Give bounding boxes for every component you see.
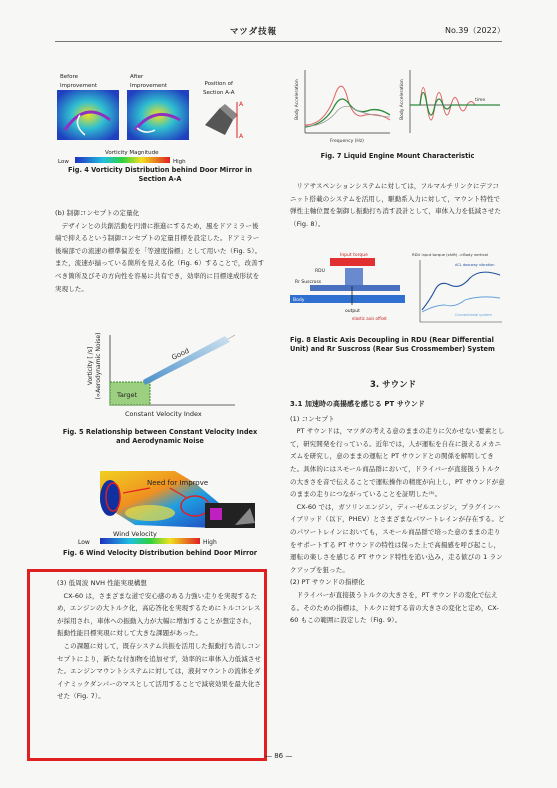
fig8-body-label: Body bbox=[293, 298, 305, 303]
fig6-need-label: Need for Improve bbox=[147, 479, 209, 487]
fig6-low-label: Low bbox=[78, 539, 90, 546]
section3-metric-heading: (2) PT サウンドの指標化 bbox=[290, 578, 365, 587]
fig8-legend-2: Conventional system bbox=[455, 313, 492, 317]
section31-heading: 3.1 加速時の高揚感を感じる PT サウンド bbox=[290, 400, 425, 408]
left-text-block-1 bbox=[55, 207, 265, 295]
fig7-time-label: time bbox=[475, 98, 486, 103]
fig7-y-label-1: Body Acceleration bbox=[295, 79, 300, 120]
fig5-target-label: Target bbox=[117, 391, 138, 399]
section3-paragraph-1: PT サウンドは，マツダの考える意のままの走りに欠かせない要素として，研究開発を行っている。近年では，人が運転を自在に扱えるメカニズムを研究し，意のままの運転と PT サウンドとの関係を解明してきた。具体的にはスモール商品群において，ドライバーが直接扱うトルクの大きさを音で伝えることで運転操作の精度が向上し，PT サウンドが意のままの走りにつながっていることを証明した⁽³⁾。 bbox=[290, 427, 505, 499]
fig6-figure bbox=[75, 463, 265, 548]
fig8-figure bbox=[290, 250, 505, 332]
fig7-y-label-2: Body Acceleration bbox=[400, 79, 405, 120]
fig4-before-label: Before Improvement bbox=[60, 74, 97, 89]
fig5-x-axis-label: Constant Velocity Index bbox=[125, 410, 202, 418]
fig6-velocity-plot bbox=[75, 463, 265, 548]
section3-title: 3. サウンド bbox=[370, 380, 417, 390]
section3-paragraph-3: ドライバーが直接扱うトルクの大きさを，PT サウンドの変化で伝える。そのための指標は，トルクに対する音の大きさの変化と定め，CX-60 もこの範囲に設定した（Fig. 9）。 bbox=[290, 590, 499, 625]
fig8-elastic-label: elastic axis offset bbox=[352, 316, 387, 321]
journal-title: マツダ技報 bbox=[230, 27, 278, 37]
rear-suspension-paragraph: リアサスペンションシステムに対しては，フルマルチリンクにデフコニット搭載のシステムを活用し，駆動系入力に対して，マウント特性で弾性主軸位置を制御し振動打ち消す設計として，車体入力を低減させた（Fig. 8）。 bbox=[290, 182, 502, 228]
nvh-heading: (3) 低周波 NVH 性能実現構想 bbox=[57, 579, 147, 587]
fig7-x-label: Frequency (Hz) bbox=[330, 139, 364, 144]
fig8-caption: Fig. 8 Elastic Axis Decoupling in RDU (Rear Differential Unit) and Rr Suscross (Rear Sus Crossmember) System bbox=[290, 336, 495, 353]
fig8-output-label: output bbox=[345, 309, 360, 314]
fig5-figure bbox=[85, 330, 255, 425]
header-rule bbox=[55, 41, 502, 42]
fig8-legend-1: ACL doorway vibration bbox=[455, 263, 495, 267]
fig8-input-label: Input torque bbox=[340, 253, 368, 258]
nvh-paragraph-2: この課題に対して，既存システム共振を活用した振動打ち消しコンセプトにより，新たな付加物を追加せず，効率的に車体入力低減させた。エンジンマウントシステムに対しては，液封マウントの流体をダイナミックダンパーのマスとして活用することで減衰効果を最大化させた（Fig. 7）。 bbox=[57, 641, 262, 701]
fig6-wind-label: Wind Velocity bbox=[113, 530, 157, 538]
fig7-caption: Fig. 7 Liquid Engine Mount Characteristic bbox=[320, 152, 475, 160]
page-number: — 86 — bbox=[265, 752, 293, 760]
fig4-high-label: High bbox=[173, 159, 186, 165]
fig8-diagram bbox=[290, 250, 505, 332]
fig7-charts bbox=[290, 65, 505, 145]
section3-body bbox=[290, 398, 505, 627]
section3-concept-heading: (1) コンセプト bbox=[290, 414, 335, 423]
fig8-chart-title: RDU input torque (shift) ->Body vertical bbox=[412, 252, 489, 257]
fig5-good-label: Good bbox=[170, 346, 191, 362]
control-concept-paragraph: デザインとの共創活動を円滑に推進にするため，風をドアミラー後端で抑えるという制御コンセプトの定量目標を設定した。ドアミラー後端部での流速の標準偏差を「等速度指標」として用いた（Fig. 5）。また，流速が揃っている箇所を見える化（Fig. 6）することで，改善すべき箇所及びその方向性を容易に共有でき，効率的に目標達成形状を実現した。 bbox=[55, 221, 265, 293]
fig5-chart bbox=[85, 330, 255, 425]
left-text-block-2 bbox=[57, 577, 262, 703]
journal-number: No.39（2022） bbox=[445, 26, 505, 35]
control-concept-heading: (b) 制御コンセプトの定量化 bbox=[55, 209, 140, 217]
fig4-position-label: Position of Section A-A bbox=[203, 81, 235, 96]
fig6-caption: Fig. 6 Wind Velocity Distribution behind Door Mirror bbox=[62, 549, 258, 557]
fig4-marker-a-top: A bbox=[239, 101, 244, 108]
fig5-y-axis-label: Vorticity [ /s] (∝Aerodynamic Noise) bbox=[87, 332, 102, 400]
fig4-low-label: Low bbox=[58, 159, 69, 165]
fig6-high-label: High bbox=[203, 539, 217, 546]
fig4-after-label: After Improvement bbox=[130, 74, 167, 89]
fig7-figure bbox=[290, 65, 505, 145]
fig8-rr-label: Rr Suscross bbox=[295, 280, 322, 285]
fig4-vorticity-label: Vorticity Magnitude bbox=[105, 150, 159, 156]
fig4-caption: Fig. 4 Vorticity Distribution behind Door Mirror in Section A-A bbox=[68, 166, 252, 183]
fig8-rdu-label: RDU bbox=[315, 269, 325, 274]
fig4-figure bbox=[55, 70, 265, 180]
fig5-caption: Fig. 5 Relationship between Constant Velocity Index and Aerodynamic Noise bbox=[62, 428, 258, 445]
section3-paragraph-2: CX-60 では，ガソリンエンジン，ディーゼルエンジン，プラグインハイブリッド（以下，PHEV）とさまざまなパワートレインが存在する。どのパワートレインにおいても，スモール商品群で培った意のままの走りをサポートする PT サウンドの特性は保った上で高揚感を呼び起こし，運転の楽しさを感じる PT サウンド特性を追い込み，走る歓びの 1 ランクアップを狙った。 bbox=[290, 502, 505, 574]
fig4-marker-a-bottom: A bbox=[239, 133, 244, 140]
nvh-paragraph-1: CX-60 は，さまざまな道で安心感のある力強い走りを実現するため，エンジンの大トルク化，高応答化を実現するためにトルコンレスが採用され，車体への振動入力が大幅に増加することが想定され，振動性能目標実現に対して大きな課題があった。 bbox=[57, 591, 261, 638]
right-text-block-1 bbox=[290, 180, 505, 230]
